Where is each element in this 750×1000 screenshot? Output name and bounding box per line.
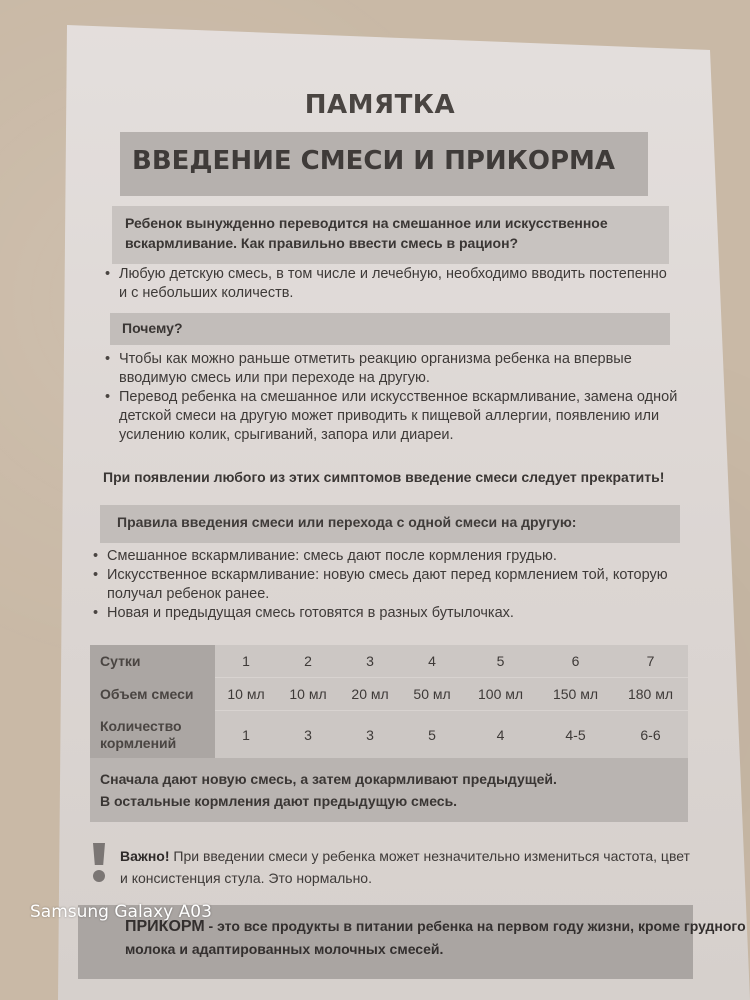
list-item: • Смешанное вскармливание: смесь дают после кормления грудью.: [93, 547, 693, 566]
document-title: ПАМЯТКА: [304, 90, 456, 120]
prikorm-definition-text: - это все продукты в питании ребенка на первом году жизни, кроме грудного молока и адаптированных молочных смесей.: [125, 918, 746, 957]
rules-heading: Правила введения смеси или перехода с одной смеси на другую:: [117, 514, 577, 530]
table-cell: 6-6: [613, 711, 688, 760]
table-cell: 1: [215, 711, 277, 760]
important-label: Важно!: [120, 848, 170, 864]
table-row-volume: [90, 678, 688, 711]
intro-question-line1: Ребенок вынужденно переводится на смешанное или искусственное: [125, 215, 608, 231]
table-cell: 7: [613, 645, 688, 678]
why-heading-band: [110, 313, 670, 345]
table-cell: 150 мл: [538, 678, 613, 711]
table-note-line2: В остальные кормления дают предыдущую смесь.: [100, 793, 458, 809]
table-cell: 4-5: [538, 711, 613, 760]
table-cell: 5: [401, 711, 463, 760]
table-cell: 50 мл: [401, 678, 463, 711]
list-item: • Перевод ребенка на смешанное или искусственное вскармливание, замена одной детской смеси на другую может приводить к пищевой аллергии, появлению или усилению колик, срыгиваний, запора или диареи.: [105, 388, 680, 445]
why-heading: Почему?: [122, 320, 183, 336]
schedule-table: [90, 645, 688, 760]
list-item: • Новая и предыдущая смесь готовятся в разных бутылочках.: [93, 604, 693, 623]
table-cell: 3: [277, 711, 339, 760]
table-row-days: [90, 645, 688, 678]
prikorm-definition: [125, 915, 750, 961]
stop-warning: При появлении любого из этих симптомов введение смеси следует прекратить!: [103, 469, 665, 485]
table-cell: 5: [463, 645, 538, 678]
table-note-box: [90, 758, 688, 822]
document-subtitle: ВВЕДЕНИЕ СМЕСИ И ПРИКОРМА: [132, 146, 616, 176]
table-cell: 3: [339, 645, 401, 678]
table-cell: 1: [215, 645, 277, 678]
exclamation-bar: [93, 843, 105, 865]
table-cell: 6: [538, 645, 613, 678]
important-text: При введении смеси у ребенка может незначительно измениться частота, цвет и консистенция стула. Это нормально.: [120, 848, 690, 886]
table-cell: 3: [339, 711, 401, 760]
important-note: [120, 845, 700, 889]
table-note: [100, 768, 557, 812]
row-label-feedings-line2: кормлений: [100, 735, 177, 751]
row-label-days: Сутки: [90, 645, 215, 678]
rules-bullet-list: [93, 547, 693, 623]
table-cell: 180 мл: [613, 678, 688, 711]
table-cell: 10 мл: [215, 678, 277, 711]
prikorm-term: ПРИКОРМ: [125, 918, 205, 935]
list-item: • Чтобы как можно раньше отметить реакцию организма ребенка на впервые вводимую смесь или при переходе на другую.: [105, 350, 680, 388]
list-item: • Любую детскую смесь, в том числе и лечебную, необходимо вводить постепенно и с небольших количеств.: [105, 265, 670, 303]
row-label-feedings: [90, 711, 215, 760]
table-cell: 4: [401, 645, 463, 678]
table-note-line1: Сначала дают новую смесь, а затем докармливают предыдущей.: [100, 771, 557, 787]
row-label-volume: Объем смеси: [90, 678, 215, 711]
table-cell: 20 мл: [339, 678, 401, 711]
intro-question: [125, 213, 608, 253]
list-item: • Искусственное вскармливание: новую смесь дают перед кормлением той, которую получал ребенок ранее.: [93, 566, 693, 604]
table-cell: 100 мл: [463, 678, 538, 711]
intro-question-line2: вскармливание. Как правильно ввести смесь в рацион?: [125, 235, 519, 251]
table-row-feedings: [90, 711, 688, 760]
row-label-feedings-line1: Количество: [100, 718, 182, 734]
intro-bullet-list: [105, 265, 670, 303]
why-bullet-list: [105, 350, 680, 445]
table-cell: 10 мл: [277, 678, 339, 711]
exclamation-dot: [93, 870, 105, 882]
table-cell: 4: [463, 711, 538, 760]
table-cell: 2: [277, 645, 339, 678]
schedule-table-block: [90, 645, 688, 822]
camera-watermark: Samsung Galaxy A03: [30, 902, 212, 922]
